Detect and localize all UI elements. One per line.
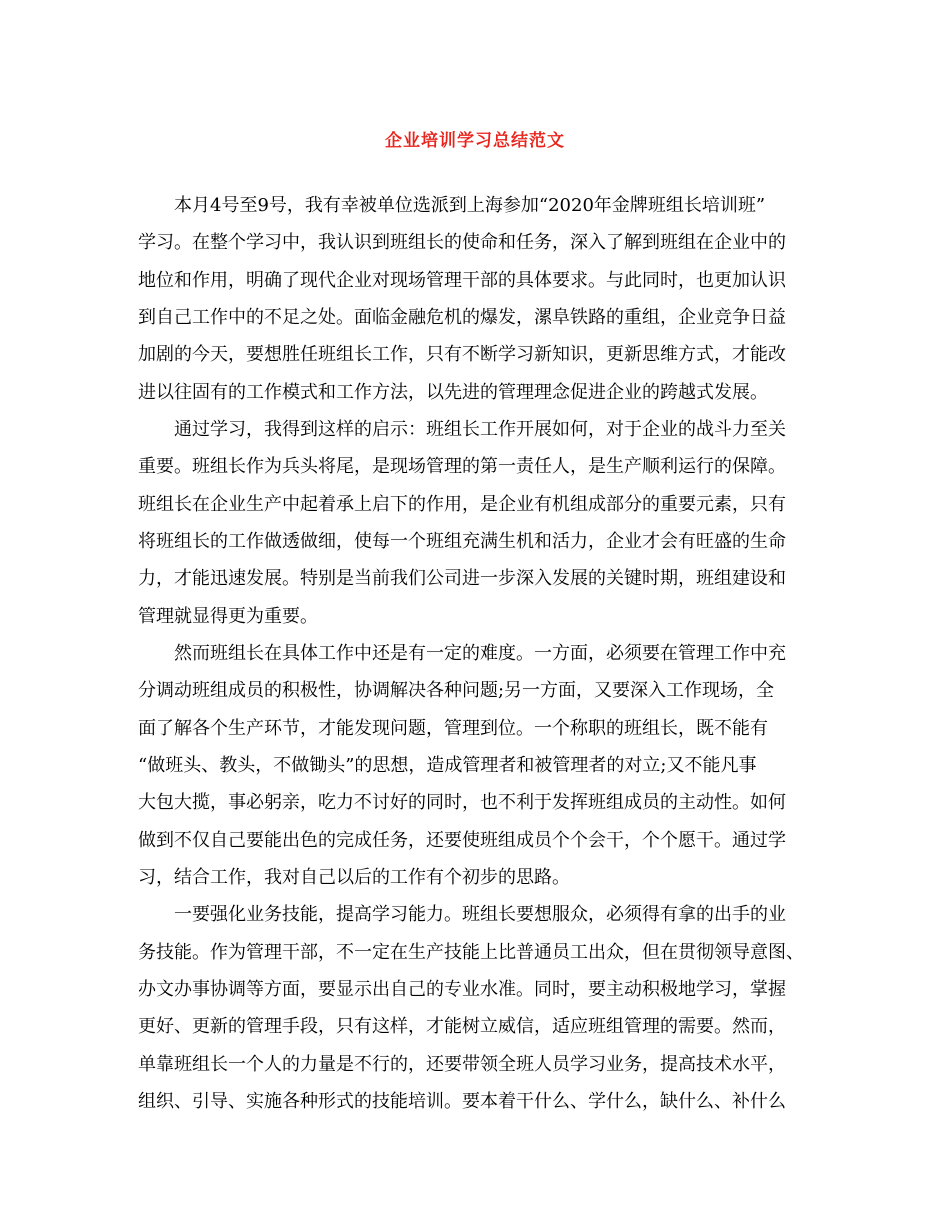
text-line: 办文办事协调等方面，要显示出自己的专业水准。同时，要主动积极地学习，掌握 bbox=[138, 979, 786, 1000]
text-line: 加剧的今天，要想胜任班组长工作，只有不断学习新知识，更新思维方式，才能改 bbox=[138, 344, 786, 365]
text-line: 更好、更新的管理手段，只有这样，才能树立威信，适应班组管理的需要。然而， bbox=[138, 1016, 786, 1037]
text-line: 一要强化业务技能，提高学习能力。班组长要想服众，必须得有拿的出手的业 bbox=[174, 904, 786, 925]
text-line: 然而班组长在具体工作中还是有一定的难度。一方面，必须要在管理工作中充 bbox=[174, 643, 786, 664]
text-line: 分调动班组成员的积极性，协调解决各种问题;另一方面，又要深入工作现场，全 bbox=[138, 680, 775, 701]
text-line: 到自己工作中的不足之处。面临金融危机的爆发，漯阜铁路的重组，企业竞争日益 bbox=[138, 307, 786, 328]
text-line: 地位和作用，明确了现代企业对现场管理干部的具体要求。与此同时，也更加认识 bbox=[138, 270, 786, 291]
text-line: “做班头、教头，不做锄头”的思想，造成管理者和被管理者的对立;又不能凡事 bbox=[138, 755, 757, 776]
text-line: 习，结合工作，我对自己以后的工作有个初步的思路。 bbox=[138, 867, 570, 888]
text-line: 重要。班组长作为兵头将尾，是现场管理的第一责任人，是生产顺利运行的保障。 bbox=[138, 456, 786, 477]
text-line: 本月4号至9号，我有幸被单位选派到上海参加“2020年金牌班组长培训班” bbox=[174, 195, 766, 216]
text-line: 班组长在企业生产中起着承上启下的作用，是企业有机组成部分的重要元素，只有 bbox=[138, 494, 786, 515]
text-line: 大包大揽，事必躬亲，吃力不讨好的同时，也不利于发挥班组成员的主动性。如何 bbox=[138, 792, 786, 813]
text-line: 管理就显得更为重要。 bbox=[138, 606, 318, 627]
text-line: 将班组长的工作做透做细，使每一个班组充满生机和活力，企业才会有旺盛的生命 bbox=[138, 531, 786, 552]
text-line: 务技能。作为管理干部，不一定在生产技能上比普通员工出众，但在贯彻领导意图、 bbox=[138, 942, 804, 963]
document-title: 企业培训学习总结范文 bbox=[385, 131, 565, 151]
text-line: 力，才能迅速发展。特别是当前我们公司进一步深入发展的关键时期，班组建设和 bbox=[138, 568, 786, 589]
text-line: 进以往固有的工作模式和工作方法，以先进的管理理念促进企业的跨越式发展。 bbox=[138, 382, 768, 403]
text-line: 组织、引导、实施各种形式的技能培训。要本着干什么、学什么，缺什么、补什么 bbox=[138, 1091, 786, 1112]
text-line: 通过学习，我得到这样的启示：班组长工作开展如何，对于企业的战斗力至关 bbox=[174, 419, 786, 440]
text-line: 面了解各个生产环节，才能发现问题，管理到位。一个称职的班组长，既不能有 bbox=[138, 718, 768, 739]
text-line: 单靠班组长一个人的力量是不行的，还要带领全班人员学习业务，提高技术水平， bbox=[138, 1054, 786, 1075]
text-line: 学习。在整个学习中，我认识到班组长的使命和任务，深入了解到班组在企业中的 bbox=[138, 232, 786, 253]
text-line: 做到不仅自己要能出色的完成任务，还要使班组成员个个会干，个个愿干。通过学 bbox=[138, 830, 786, 851]
